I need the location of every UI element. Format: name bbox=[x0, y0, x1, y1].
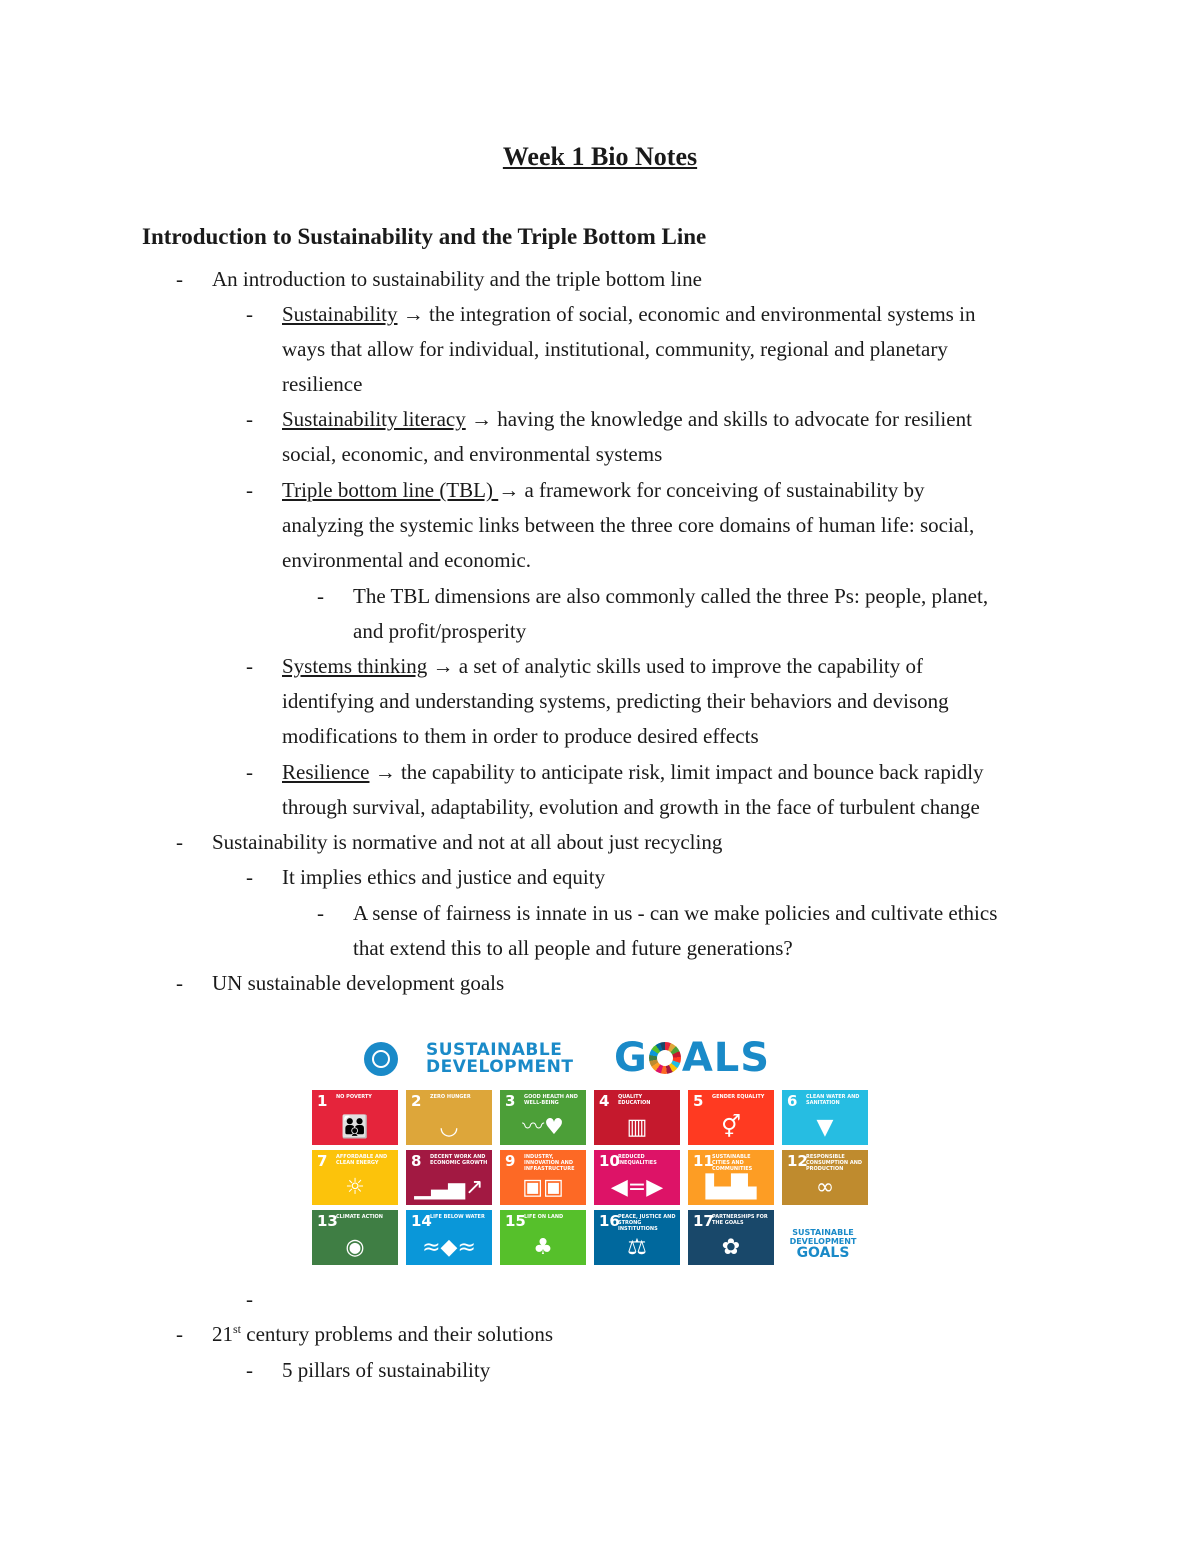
sdg-tile-10 bbox=[594, 1150, 680, 1205]
sdg-tile-13 bbox=[312, 1210, 398, 1265]
bullet-dash-empty: - bbox=[246, 1287, 253, 1311]
sdg-tile-number: 17 bbox=[693, 1212, 714, 1230]
sdg-tile-number: 3 bbox=[505, 1092, 516, 1110]
gender-icon: ⚥ bbox=[721, 1115, 741, 1140]
sun-icon: ☼ bbox=[345, 1175, 365, 1200]
sdg-tile-label: NO POVERTY bbox=[336, 1094, 372, 1100]
bullet-dash: - bbox=[246, 302, 253, 326]
sdg-tile-label: QUALITY EDUCATION bbox=[618, 1094, 651, 1106]
sdg-tile-label: ZERO HUNGER bbox=[430, 1094, 471, 1100]
sdg-tile-7 bbox=[312, 1150, 398, 1205]
sdg-tile-label: CLIMATE ACTION bbox=[336, 1214, 383, 1220]
bullet-21st-century bbox=[212, 1321, 553, 1347]
sdg-tile-number: 16 bbox=[599, 1212, 620, 1230]
goals-letter-g: G bbox=[614, 1035, 648, 1081]
section-heading: Introduction to Sustainability and the Triple Bottom Line bbox=[142, 224, 707, 249]
bullet-dash: - bbox=[176, 830, 183, 854]
sdg-tile-number: 6 bbox=[787, 1092, 798, 1110]
bullet-fairness: A sense of fairness is innate in us - can we make policies and cultivate ethics bbox=[353, 901, 998, 925]
sdg-header bbox=[364, 1035, 820, 1081]
definition-text: environmental and economic. bbox=[282, 548, 531, 572]
sdg-tile-label: PARTNERSHIPS FOR THE GOALS bbox=[712, 1214, 768, 1226]
arrow: → bbox=[402, 302, 424, 326]
sdg-tile-number: 8 bbox=[411, 1152, 422, 1170]
sdg-mini-line3: GOALS bbox=[796, 1245, 850, 1261]
cubes-icon: ▣▣ bbox=[522, 1175, 564, 1200]
sdg-tile-label: LIFE ON LAND bbox=[524, 1214, 564, 1220]
bullet-dash: - bbox=[176, 971, 183, 995]
bullet-dash: - bbox=[317, 901, 324, 925]
definition-text: analyzing the systemic links between the three core domains of human life: social, bbox=[282, 513, 975, 537]
sdg-tile-label: DECENT WORK AND ECONOMIC GROWTH bbox=[430, 1154, 488, 1166]
definition-text: the integration of social, economic and environmental systems in bbox=[423, 302, 976, 326]
sdg-tile-label: SUSTAINABLE CITIES AND COMMUNITIES bbox=[712, 1154, 753, 1172]
infinity-icon: ∞ bbox=[815, 1175, 835, 1200]
definition-sustainability bbox=[282, 301, 975, 327]
sdg-tile-number: 12 bbox=[787, 1152, 808, 1170]
definition-text: having the knowledge and skills to advocate for resilient bbox=[491, 407, 972, 431]
definition-text: social, economic, and environmental systems bbox=[282, 442, 663, 466]
term-sustainability: Sustainability bbox=[282, 302, 398, 326]
sdg-tile-9 bbox=[500, 1150, 586, 1205]
arrow: → bbox=[470, 407, 492, 431]
growth-chart-icon: ▁▃▅↗ bbox=[414, 1175, 484, 1200]
sdg-tile-label: INDUSTRY, INNOVATION AND INFRASTRUCTURE bbox=[524, 1154, 575, 1172]
sdg-tile-label: RESPONSIBLE CONSUMPTION AND PRODUCTION bbox=[806, 1154, 863, 1172]
sdg-tile-11 bbox=[688, 1150, 774, 1205]
equality-icon: ◀=▶ bbox=[610, 1175, 664, 1200]
sdg-mini-line1: SUSTAINABLE bbox=[792, 1228, 854, 1237]
arrow: → bbox=[374, 760, 396, 784]
sdg-tile-number: 13 bbox=[317, 1212, 338, 1230]
definition-text: the capability to anticipate risk, limit impact and bounce back rapidly bbox=[395, 760, 984, 784]
bullet-ethics: It implies ethics and justice and equity bbox=[282, 865, 606, 889]
sdg-mini-logo bbox=[780, 1228, 866, 1260]
definition-systems bbox=[282, 653, 923, 679]
bullet-dash: - bbox=[246, 478, 253, 502]
sdg-header-words bbox=[426, 1042, 606, 1076]
sdg-tile-number: 15 bbox=[505, 1212, 526, 1230]
bullet-dash: - bbox=[246, 1358, 253, 1382]
fish-icon: ≈◆≈ bbox=[422, 1235, 476, 1260]
arrow: → bbox=[498, 478, 520, 502]
sdg-tile-number: 7 bbox=[317, 1152, 328, 1170]
rings-icon: ✿ bbox=[721, 1235, 741, 1260]
century-number: 21 bbox=[212, 1322, 233, 1346]
sdg-tile-2 bbox=[406, 1090, 492, 1145]
definition-tbl bbox=[282, 477, 925, 503]
bullet-pillars: 5 pillars of sustainability bbox=[282, 1358, 491, 1382]
tree-icon: ♣ bbox=[533, 1235, 553, 1260]
sdg-tile-number: 9 bbox=[505, 1152, 516, 1170]
definition-text: a set of analytic skills used to improve the capability of bbox=[453, 654, 923, 678]
bullet-dash: - bbox=[246, 654, 253, 678]
sdg-tile-6 bbox=[782, 1090, 868, 1145]
color-wheel-icon bbox=[649, 1042, 681, 1074]
bullet-dash: - bbox=[246, 865, 253, 889]
sdg-tile-label: PEACE, JUSTICE AND STRONG INSTITUTIONS bbox=[618, 1214, 676, 1232]
bullet-fairness-cont: that extend this to all people and future generations? bbox=[353, 936, 793, 960]
goals-letters-als: ALS bbox=[681, 1035, 771, 1081]
sdg-tile-label: GENDER EQUALITY bbox=[712, 1094, 765, 1100]
definition-text: modifications to them in order to produce desired effects bbox=[282, 724, 759, 748]
page-title: Week 1 Bio Notes bbox=[502, 142, 698, 171]
sdg-tile-17 bbox=[688, 1210, 774, 1265]
bullet-three-ps-cont: and profit/prosperity bbox=[353, 619, 527, 643]
bullet-un-goals: UN sustainable development goals bbox=[212, 971, 505, 995]
term-literacy: Sustainability literacy bbox=[282, 407, 466, 431]
term-systems-thinking: Systems thinking bbox=[282, 654, 428, 678]
century-text: century problems and their solutions bbox=[241, 1322, 554, 1346]
bullet-three-ps: The TBL dimensions are also commonly called the three Ps: people, planet, bbox=[353, 584, 989, 608]
sdg-tile-3 bbox=[500, 1090, 586, 1145]
bullet-intro: An introduction to sustainability and the triple bottom line bbox=[212, 267, 702, 291]
sdg-tile-label: GOOD HEALTH AND WELL-BEING bbox=[524, 1094, 578, 1106]
definition-text: identifying and understanding systems, predicting their behaviors and devisong bbox=[282, 689, 949, 713]
bullet-dash: - bbox=[246, 407, 253, 431]
sdg-tile-14 bbox=[406, 1210, 492, 1265]
sdg-mini-line2: DEVELOPMENT bbox=[789, 1237, 857, 1246]
un-emblem-icon bbox=[364, 1042, 398, 1076]
bullet-dash: - bbox=[176, 267, 183, 291]
book-icon: ▥ bbox=[626, 1115, 648, 1140]
city-icon: ▙▟▙ bbox=[705, 1175, 757, 1200]
sdg-tile-label: CLEAN WATER AND SANITATION bbox=[806, 1094, 860, 1106]
sdg-tile-label: AFFORDABLE AND CLEAN ENERGY bbox=[336, 1154, 388, 1166]
bullet-dash: - bbox=[176, 1322, 183, 1346]
sdg-tile-number: 4 bbox=[599, 1092, 610, 1110]
bullet-dash: - bbox=[317, 584, 324, 608]
sdg-tile-4 bbox=[594, 1090, 680, 1145]
water-icon: ▼ bbox=[816, 1115, 834, 1140]
heartbeat-icon: 〰♥ bbox=[522, 1115, 564, 1140]
sdg-tile-8 bbox=[406, 1150, 492, 1205]
goals-wordmark bbox=[614, 1036, 770, 1080]
sdg-tile-number: 11 bbox=[693, 1152, 714, 1170]
sdg-tile-5 bbox=[688, 1090, 774, 1145]
eye-globe-icon: ◉ bbox=[345, 1235, 365, 1260]
arrow: → bbox=[432, 654, 454, 678]
sdg-tile-12 bbox=[782, 1150, 868, 1205]
bowl-icon: ◡ bbox=[439, 1115, 459, 1140]
sdg-tile-number: 5 bbox=[693, 1092, 704, 1110]
term-resilience: Resilience bbox=[282, 760, 370, 784]
sdg-tile-number: 2 bbox=[411, 1092, 422, 1110]
sdg-tile-15 bbox=[500, 1210, 586, 1265]
definition-text: through survival, adaptability, evolution and growth in the face of turbulent change bbox=[282, 795, 980, 819]
bullet-normative: Sustainability is normative and not at all about just recycling bbox=[212, 830, 723, 854]
sdg-header-line2: DEVELOPMENT bbox=[426, 1057, 574, 1077]
term-tbl: Triple bottom line (TBL) bbox=[282, 478, 499, 502]
sdg-tile-label: REDUCED INEQUALITIES bbox=[618, 1154, 657, 1166]
definition-text: ways that allow for individual, institutional, community, regional and planetary bbox=[282, 337, 948, 361]
sdg-header-line1: SUSTAINABLE bbox=[426, 1040, 563, 1060]
definition-text: resilience bbox=[282, 372, 363, 396]
dove-icon: ⚖ bbox=[627, 1235, 647, 1260]
bullet-dash: - bbox=[246, 760, 253, 784]
sdg-tile-number: 1 bbox=[317, 1092, 328, 1110]
people-icon: 👪 bbox=[341, 1115, 369, 1140]
definition-literacy bbox=[282, 406, 972, 432]
sdg-tile-label: LIFE BELOW WATER bbox=[430, 1214, 485, 1220]
sdg-tile-number: 14 bbox=[411, 1212, 432, 1230]
sdg-tile-number: 10 bbox=[599, 1152, 620, 1170]
definition-resilience bbox=[282, 759, 984, 785]
century-suffix: st bbox=[233, 1322, 242, 1336]
sdg-tile-16 bbox=[594, 1210, 680, 1265]
sdg-tile-1 bbox=[312, 1090, 398, 1145]
definition-text: a framework for conceiving of sustainability by bbox=[519, 478, 925, 502]
